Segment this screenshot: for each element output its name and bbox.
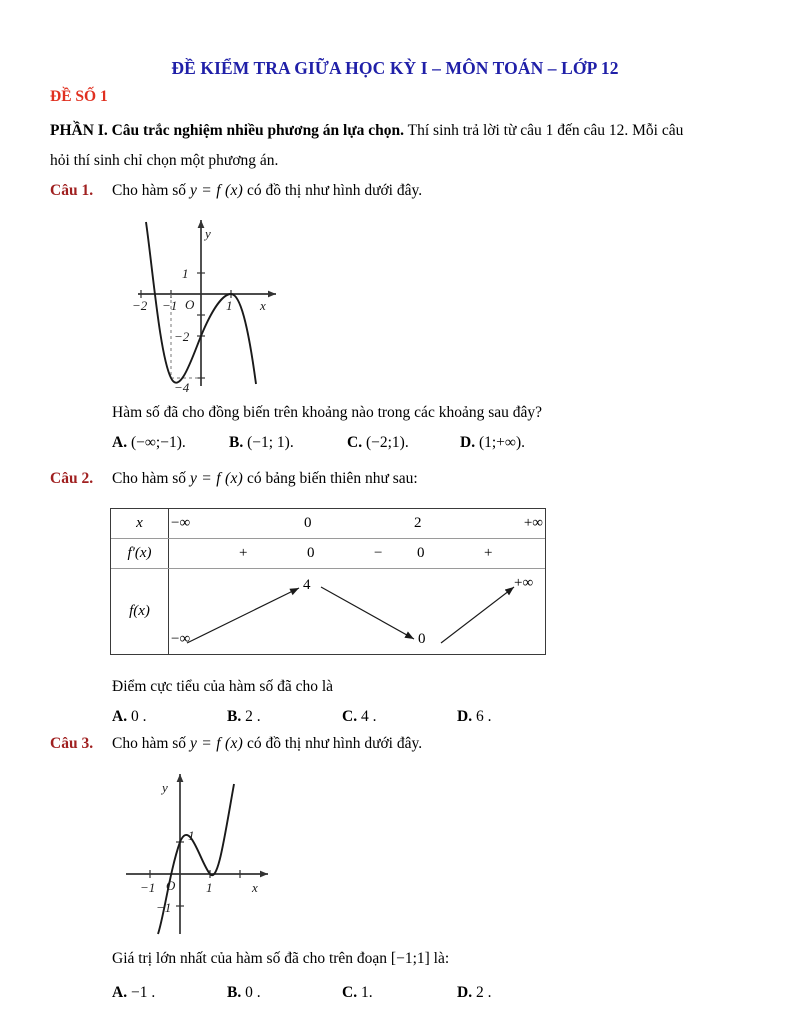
- question-1-option-a-text: (−∞;−1).: [130, 434, 186, 451]
- y-axis-arrow: [198, 220, 205, 228]
- arrow-increase-1: [187, 588, 299, 643]
- y-axis-label: y: [205, 226, 211, 241]
- cubic-graph-1: [108, 206, 298, 396]
- x-axis-arrow: [268, 291, 276, 298]
- question-1-stem-math: y = f (x): [189, 182, 244, 199]
- question-2-option-b-text: 2 .: [245, 708, 261, 725]
- variation-row-x-header: x: [111, 509, 169, 538]
- question-1-prompt: Hàm số đã cho đồng biến trên khoảng nào trong các khoảng sau đây?: [112, 404, 542, 421]
- derivative-zero-1: 0: [307, 545, 315, 561]
- variation-row-derivative-body: [169, 539, 545, 568]
- question-3-option-d[interactable]: [457, 984, 491, 1002]
- variation-row-function-body: [169, 569, 545, 654]
- y-tick-label-minus2: −2: [174, 329, 190, 344]
- x-tick-label-1: 1: [206, 880, 213, 895]
- question-3-label: Câu 3.: [50, 735, 94, 752]
- section-heading-line2: hỏi thí sinh chỉ chọn một phương án.: [50, 152, 279, 169]
- question-1-option-b[interactable]: [229, 434, 294, 452]
- origin-label: O: [166, 878, 176, 893]
- f-value-minus-infinity: −∞: [171, 631, 191, 647]
- f-value-0: 0: [418, 631, 426, 647]
- question-2-option-b-tag: B.: [227, 708, 242, 725]
- question-1-stem: [112, 182, 422, 200]
- x-axis-arrow: [260, 871, 268, 878]
- question-2-option-d-text: 6 .: [475, 708, 492, 725]
- x-tick-label-minus1: −1: [162, 298, 178, 313]
- variation-row-derivative: [111, 539, 545, 569]
- question-2-option-b[interactable]: [227, 708, 261, 726]
- arrow-increase-2: [441, 587, 514, 643]
- question-3-option-a-text: −1 .: [130, 984, 156, 1001]
- question-1-option-c[interactable]: [347, 434, 409, 452]
- question-1-option-b-tag: B.: [229, 434, 244, 451]
- question-3-figure: [112, 766, 292, 941]
- question-3-prompt: Giá trị lớn nhất của hàm số đã cho trên đoạn [−1;1] là:: [112, 950, 450, 967]
- question-2-option-c[interactable]: [342, 708, 376, 726]
- question-3-option-c[interactable]: [342, 984, 373, 1002]
- f-value-plus-infinity: +∞: [514, 575, 534, 591]
- variation-row-x: [111, 509, 545, 539]
- question-1-option-d-tag: D.: [460, 434, 476, 451]
- x-value-2: 2: [414, 515, 422, 531]
- y-axis-arrow: [177, 774, 184, 782]
- x-tick-label-minus1: −1: [140, 880, 156, 895]
- derivative-zero-2: 0: [417, 545, 425, 561]
- arrow-decrease: [321, 587, 414, 639]
- question-3-option-b-tag: B.: [227, 984, 242, 1001]
- variation-arrows: [169, 569, 547, 654]
- x-tick-label-minus2: −2: [132, 298, 148, 313]
- question-1-figure: [108, 206, 298, 401]
- variation-row-x-body: [169, 509, 545, 538]
- section-instructions: [50, 116, 750, 176]
- derivative-sign-2: −: [374, 545, 383, 561]
- y-tick-label-1: 1: [188, 828, 195, 843]
- question-2-stem-pre: Cho hàm số: [112, 470, 190, 487]
- question-1-option-d[interactable]: [460, 434, 525, 452]
- question-1-option-a-tag: A.: [112, 434, 128, 451]
- question-2-option-a-text: 0 .: [130, 708, 147, 725]
- x-tick-label-1: 1: [226, 298, 233, 313]
- f-value-4: 4: [303, 577, 311, 593]
- question-2-option-a-tag: A.: [112, 708, 128, 725]
- x-axis-label: x: [252, 880, 258, 895]
- question-2-option-c-text: 4 .: [360, 708, 377, 725]
- question-3-option-c-text: 1.: [360, 984, 373, 1001]
- question-3-option-b-text: 0 .: [245, 984, 261, 1001]
- x-axis-label: x: [260, 298, 266, 313]
- question-2-option-d-tag: D.: [457, 708, 473, 725]
- origin-label: O: [185, 297, 195, 312]
- derivative-sign-1: +: [239, 545, 248, 561]
- y-axis-label: y: [162, 780, 168, 795]
- y-tick-label-1: 1: [182, 266, 189, 281]
- variation-row-function-header: f(x): [111, 569, 169, 654]
- question-2-option-a[interactable]: [112, 708, 146, 726]
- page-title: ĐỀ KIỂM TRA GIỮA HỌC KỲ I – MÔN TOÁN – LỚP 12: [171, 58, 619, 78]
- question-3-option-d-tag: D.: [457, 984, 473, 1001]
- section-heading-bold: PHẦN I. Câu trắc nghiệm nhiều phương án lựa chọn.: [50, 122, 405, 139]
- question-2-stem-post: có bảng biến thiên như sau:: [243, 470, 418, 487]
- question-3-stem-pre: Cho hàm số: [112, 735, 190, 752]
- question-3-option-c-tag: C.: [342, 984, 358, 1001]
- x-value-plus-infinity: +∞: [523, 515, 543, 531]
- variation-row-function: [111, 569, 545, 654]
- question-3-stem: [112, 735, 422, 753]
- derivative-sign-3: +: [484, 545, 493, 561]
- question-3-option-d-text: 2 .: [475, 984, 492, 1001]
- x-value-minus-infinity: −∞: [171, 515, 191, 531]
- question-3-stem-math: y = f (x): [189, 735, 244, 752]
- question-1-stem-pre: Cho hàm số: [112, 182, 190, 199]
- question-1-option-c-text: (−2;1).: [365, 434, 409, 451]
- question-2-stem: [112, 470, 418, 488]
- question-2-stem-math: y = f (x): [189, 470, 244, 487]
- y-tick-label-minus4: −4: [174, 380, 190, 395]
- section-heading-rest: Thí sinh trả lời từ câu 1 đến câu 12. Mỗi câu: [404, 122, 684, 139]
- question-1-option-b-text: (−1; 1).: [247, 434, 294, 451]
- question-2-figure-variation-table: [110, 508, 546, 655]
- question-1-option-c-tag: C.: [347, 434, 363, 451]
- y-tick-label-minus1: −1: [156, 900, 172, 915]
- cubic-graph-2: [112, 766, 292, 936]
- question-1-option-d-text: (1;+∞).: [478, 434, 525, 451]
- question-2-option-d[interactable]: [457, 708, 491, 726]
- question-1-stem-post: có đồ thị như hình dưới đây.: [243, 182, 423, 199]
- variation-row-derivative-header: f′(x): [111, 539, 169, 568]
- question-3-stem-post: có đồ thị như hình dưới đây.: [243, 735, 423, 752]
- question-1-option-a[interactable]: [112, 434, 186, 452]
- exam-code-label: ĐỀ SỐ 1: [50, 88, 108, 105]
- question-2-option-c-tag: C.: [342, 708, 358, 725]
- question-2-label: Câu 2.: [50, 470, 94, 487]
- x-value-0: 0: [304, 515, 312, 531]
- question-3-option-b[interactable]: [227, 984, 261, 1002]
- question-1-label: Câu 1.: [50, 182, 94, 199]
- question-3-option-a-tag: A.: [112, 984, 128, 1001]
- question-3-option-a[interactable]: [112, 984, 155, 1002]
- question-2-prompt: Điểm cực tiểu của hàm số đã cho là: [112, 678, 334, 695]
